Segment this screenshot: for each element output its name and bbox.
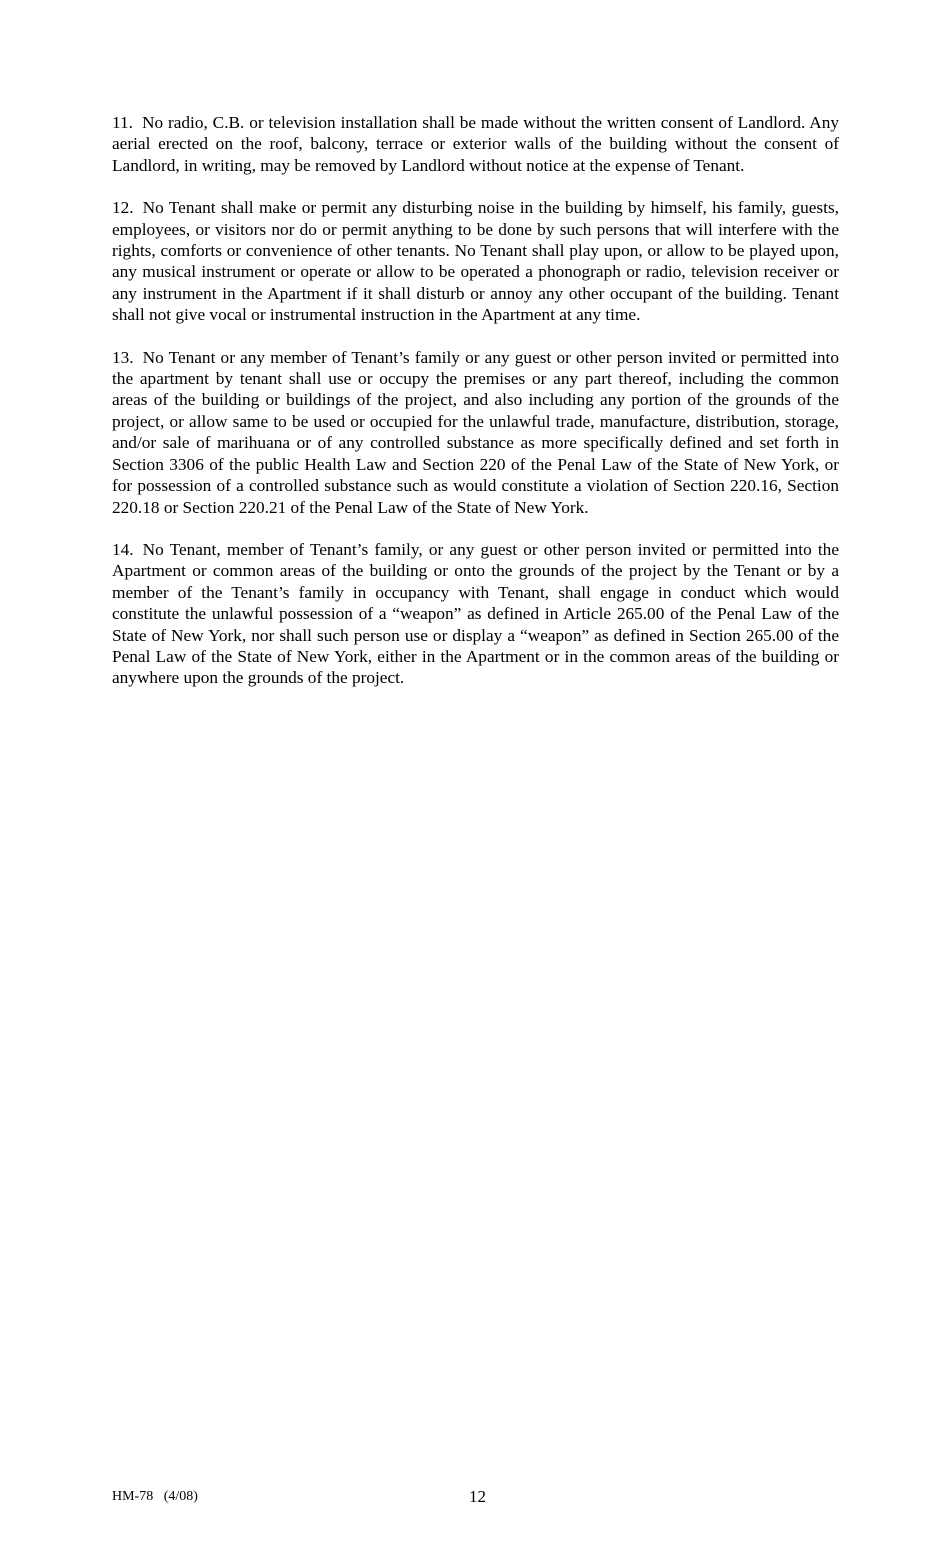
clause-text: No Tenant, member of Tenant’s family, or any guest or other person invited or permitted into the Apartment or common areas of the building or onto the grounds of the project by the Tenant or by a member of the Tenant’s family in occupancy with Tenant, shall engage in conduct which would constitute the unlawful possession of a “weapon” as defined in Article 265.00 of the Penal Law of the State of New York, nor shall such person use or display a “weapon” as defined in Section 265.00 of the Penal Law of the State of New York, either in the Apartment or in the common areas of the building or anywhere upon the grounds of the project.	[112, 539, 839, 688]
clause-text: No Tenant shall make or permit any disturbing noise in the building by himself, his family, guests, employees, or visitors nor do or permit anything to be done by such persons that will interfere with the rights, comforts or convenience of other tenants. No Tenant shall play upon, or allow to be played upon, any musical instrument or operate or allow to be operated a phonograph or radio, television receiver or any instrument in the Apartment if it shall disturb or annoy any other occupant of the building. Tenant shall not give vocal or instrumental instruction in the Apartment at any time.	[112, 198, 839, 325]
clause-13	[112, 347, 839, 518]
clause-text: No Tenant or any member of Tenant’s family or any guest or other person invited or permitted into the apartment by tenant shall use or occupy the premises or any part thereof, including the common areas of the building or buildings of the project, and also including any portion of the grounds of the project, or allow same to be used or occupied for the unlawful trade, manufacture, distribution, storage, and/or sale of marihuana or of any controlled substance as more specifically defined and set forth in Section 3306 of the public Health Law and Section 220 of the Penal Law of the State of New York, or for possession of a controlled substance such as would constitute a violation of Section 220.16, Section 220.18 or Section 220.21 of the Penal Law of the State of New York.	[112, 347, 839, 517]
clause-11	[112, 112, 839, 176]
document-body	[112, 112, 839, 710]
form-code: HM-78 (4/08)	[112, 1489, 198, 1504]
page-number: 12	[469, 1487, 486, 1506]
clause-14	[112, 539, 839, 689]
clause-number: 11.	[112, 113, 133, 132]
clause-number: 14.	[112, 539, 134, 559]
clause-12	[112, 197, 839, 325]
clause-text: No radio, C.B. or television installation shall be made without the written consent of Landlord. Any aerial erected on the roof, balcony, terrace or exterior walls of the building without the consent of Landlord, in writing, may be removed by Landlord without notice at the expense of Tenant.	[112, 113, 839, 175]
clause-number: 12.	[112, 198, 134, 218]
clause-number: 13.	[112, 347, 134, 367]
